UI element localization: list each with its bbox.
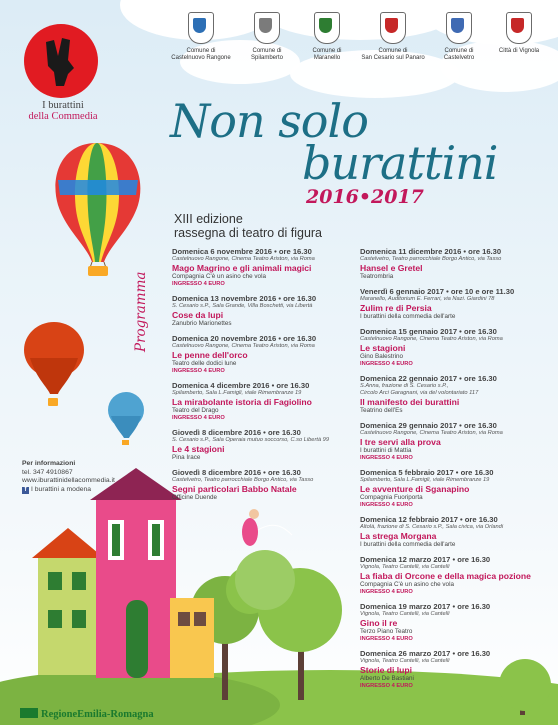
comune-vignola — [488, 12, 550, 55]
title-years: 2016•2017 — [306, 186, 424, 208]
event-item: Giovedì 8 dicembre 2016 • ore 16.30 S. Cesario s.P., Sala Operaia mutuo soccorso, C.so Libertà 99 Le 4 stagioni Pina Irace — [172, 428, 330, 461]
puppet-icon — [24, 24, 98, 98]
comune-castelnuovo — [170, 12, 232, 62]
event-item: Domenica 20 novembre 2016 • ore 16.30 Castelnuovo Rangone, Cinema Teatro Ariston, via Roma Le penne dell'orco Teatro delle dodici lune INGRESSO 4 EURO — [172, 334, 317, 374]
event-item: Giovedì 8 dicembre 2016 • ore 16.30 Castelvetro, Teatro parrocchiale Borgo Antico, via Tasso Segni particolari Babbo Natale Officine Duende — [172, 468, 314, 501]
regione-logo: RegioneEmilia-Romagna — [20, 708, 154, 720]
event-item: Venerdì 6 gennaio 2017 • ore 10 e ore 11.30 Maranello, Auditorium E. Ferrari, via Nazi. Giardini 78 Zulim re di Persia I burattini della commedia dell'arte — [360, 287, 515, 320]
info-block — [22, 460, 115, 494]
crest-icon — [506, 12, 532, 44]
info-fb: f I burattini a modena — [22, 486, 115, 495]
hot-air-balloon-large-icon — [55, 143, 140, 276]
comune-label: Comune di Castelvetro — [443, 48, 475, 61]
event-item: Domenica 22 gennaio 2017 • ore 16.30 S.Anna, frazione di S. Cesario s.P., Circolo Arci Garagnani, via del volontariato 117 Il manifesto dei burattini Teatrino dell'Es — [360, 374, 497, 414]
edition: XIII edizione — [174, 212, 243, 226]
comune-label: Città di Vignola — [498, 48, 540, 54]
logo-badge — [24, 24, 98, 98]
title-line1: Non solo — [170, 94, 368, 148]
comune-castelvetro — [428, 12, 490, 62]
crest-icon — [446, 12, 472, 44]
crest-icon — [380, 12, 406, 44]
facebook-icon: f — [22, 487, 29, 494]
logo-line2: della Commedia — [28, 111, 98, 122]
title-line2: burattini — [302, 136, 498, 190]
event-item: Domenica 29 gennaio 2017 • ore 16.30 Castelnuovo Rangone, Cinema Teatro Ariston, via Roma I tre servi alla prova I burattini di Mattia INGRESSO 4 EURO — [360, 421, 503, 461]
event-item: Domenica 15 gennaio 2017 • ore 16.30 Castelnuovo Rangone, Cinema Teatro Ariston, via Roma Le stagioni Gino Balestrino INGRESSO 4 EURO — [360, 327, 503, 367]
rassegna: rassegna di teatro di figura — [174, 226, 323, 240]
event-item: Domenica 19 marzo 2017 • ore 16.30 Vignola, Teatro Cantelli, via Cantelli Gino il re Terzo Piano Teatro INGRESSO 4 EURO — [360, 602, 491, 642]
event-item: Domenica 5 febbraio 2017 • ore 16.30 Spilamberto, Sala L.Famigli, viale Rimembranze 19 Le avventure di Sganapino Compagnia Fuoriporta INGRESSO 4 EURO — [360, 468, 494, 508]
info-phone: tel. 347 4910867 — [22, 468, 73, 476]
comune-spilamberto — [236, 12, 298, 62]
logo-name — [18, 100, 108, 122]
event-item: Domenica 13 novembre 2016 • ore 16.30 S. Cesario s.P., Sala Grande, Villa Boschetti, via Libertà Cose da lupi Zanubrio Marionettes — [172, 294, 317, 327]
info-heading: Per informazioni — [22, 460, 76, 467]
event-item: Domenica 11 dicembre 2016 • ore 16.30 Castelvetro, Teatro parrocchiale Borgo Antico, via Tasso Hansel e Gretel Teatrombria — [360, 247, 502, 280]
crest-icon — [254, 12, 280, 44]
event-item: Domenica 26 marzo 2017 • ore 16.30 Vignola, Teatro Cantelli, via Cantelli Storie di lupi Alberto De Bastiani INGRESSO 4 EURO — [360, 649, 491, 689]
hot-air-balloon-blue-icon — [108, 392, 144, 445]
regione-mark-icon — [20, 708, 38, 718]
comune-san-cesario — [358, 12, 428, 62]
programma-label: Programma — [133, 271, 149, 352]
event-item: Domenica 12 febbraio 2017 • ore 16.30 Altolà, frazione di S. Cesario s.P., Sala civica, via Orlandi La strega Morgana I burattini della commedia dell'arte — [360, 515, 504, 548]
event-item: Domenica 6 novembre 2016 • ore 16.30 Castelnuovo Rangone, Cinema Teatro Ariston, via Roma Mago Magrino e gli animali magici Compagnia C'è un asino che vola INGRESSO 4 EURO — [172, 247, 315, 287]
hot-air-balloon-red-icon — [24, 322, 84, 406]
crest-icon — [188, 12, 214, 44]
event-item: Domenica 12 marzo 2017 • ore 16.30 Vignola, Teatro Cantelli, via Cantelli La fiaba di Orcone e della magica pozione Compagnia C'è un asino che vola INGRESSO 4 EURO — [360, 555, 531, 595]
crest-icon — [314, 12, 340, 44]
comune-maranello — [296, 12, 358, 62]
comune-label: Comune di Castelnuovo Rangone — [171, 48, 231, 61]
comune-label: Comune di Spilamberto — [250, 48, 283, 61]
events-left-column — [172, 247, 357, 508]
comuni-row — [170, 12, 550, 82]
logo-line1: I burattini — [42, 100, 84, 111]
info-web: www.iburattinidellacommedia.it — [22, 477, 115, 484]
events-right-column — [360, 247, 555, 696]
comune-label: Comune di San Cesario sul Panaro — [361, 48, 425, 61]
event-item: Domenica 4 dicembre 2016 • ore 16.30 Spilamberto, Sala L.Famigli, viale Rimembranze 19 La mirabolante istoria di Fagiolino Teatro del Drago INGRESSO 4 EURO — [172, 381, 312, 421]
comune-label: Comune di Maranello — [312, 48, 342, 61]
